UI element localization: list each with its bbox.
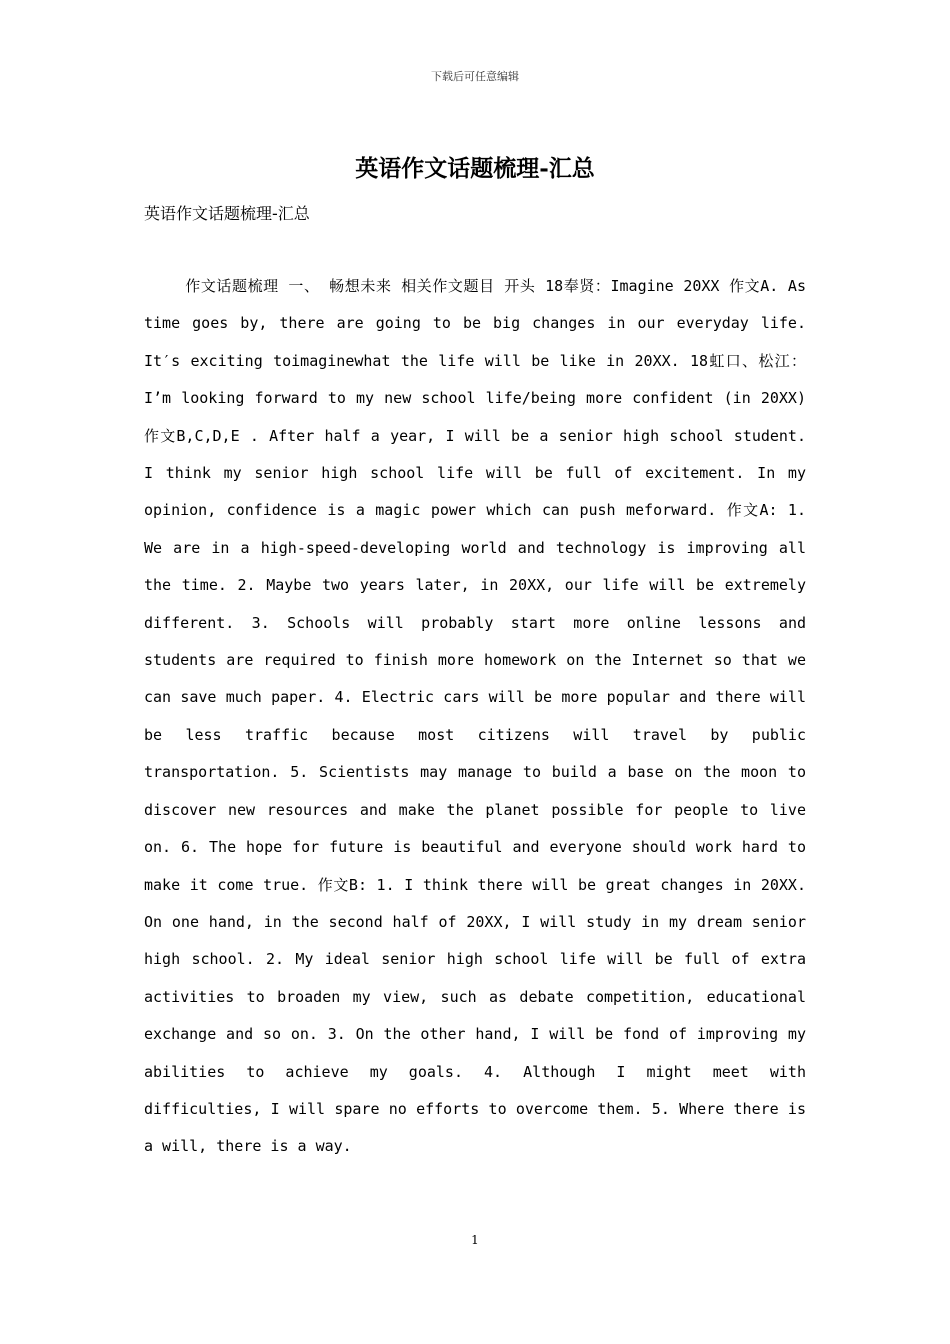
header-note: 下载后可任意编辑	[431, 70, 519, 83]
document-title: 英语作文话题梳理-汇总	[355, 155, 595, 182]
page-number: 1	[471, 1233, 479, 1247]
document-subtitle: 英语作文话题梳理-汇总	[144, 204, 310, 223]
body-paragraph: 作文话题梳理 一、 畅想未来 相关作文题目 开头 18奉贤：Imagine 20XX 作文A. As time goes by, there are going to be big changes in our everyday life. It′s exciting toimaginewhat the life will be like in 20XX. 18虹口、松江：I’m looking forward to my new school life/being more confident (in 20XX) 作文B,C,D,E . After half a year, I will be a senior high school student. I think my senior high school life will be full of excitement. In my opinion, confidence is a magic power which can push meforward. 作文A: 1. We are in a high-speed-developing world and technology is improving all the time. 2. Maybe two years later, in 20XX, our life will be extremely different. 3. Schools will probably start more online lessons and students are required to finish more homework on the Internet so that we can save much paper. 4. Electric cars will be more popular and there will be less traffic because most citizens will travel by public transportation. 5. Scientists may manage to build a base on the moon to discover new resources and make the planet possible for people to live on. 6. The hope for future is beautiful and everyone should work hard to make it come true. 作文B: 1. I think there will be great changes in 20XX. On one hand, in the second half of 20XX, I will study in my dream senior high school. 2. My ideal senior high school life will be full of extra activities to broaden my view, such as debate competition, educational exchange and so on. 3. On the other hand, I will be fond of improving my abilities to achieve my goals. 4. Although I might meet with difficulties, I will spare no efforts to overcome them. 5. Where there is a will, there is a way.	[144, 277, 806, 1156]
